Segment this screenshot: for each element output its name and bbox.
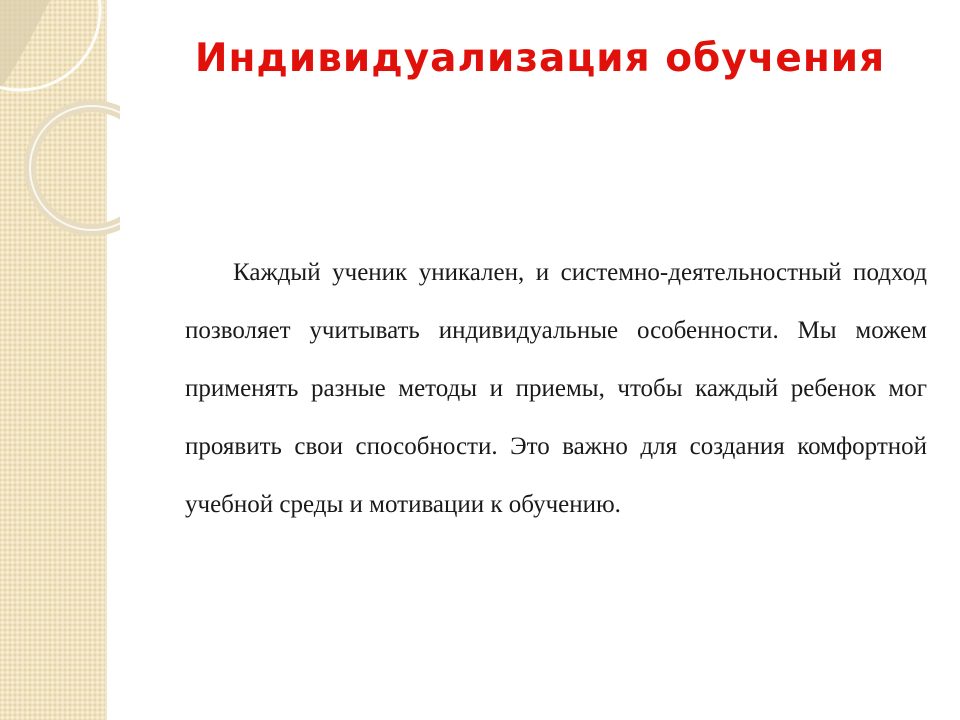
decorative-ring-thick [30,106,120,230]
decorative-circles [0,0,120,240]
decorative-shade-shape [0,0,50,90]
slide-body-text: Каждый ученик уникален, и системно-деятельностный подход позволяет учитывать индивидуальные особенности. Мы можем применять разные методы и приемы, чтобы каждый ребенок мог проявить свои способности. Это важно для создания комфортной учебной среды и мотивации к обучению. [185,259,927,518]
slide-title: Индивидуализация обучения [194,36,886,81]
